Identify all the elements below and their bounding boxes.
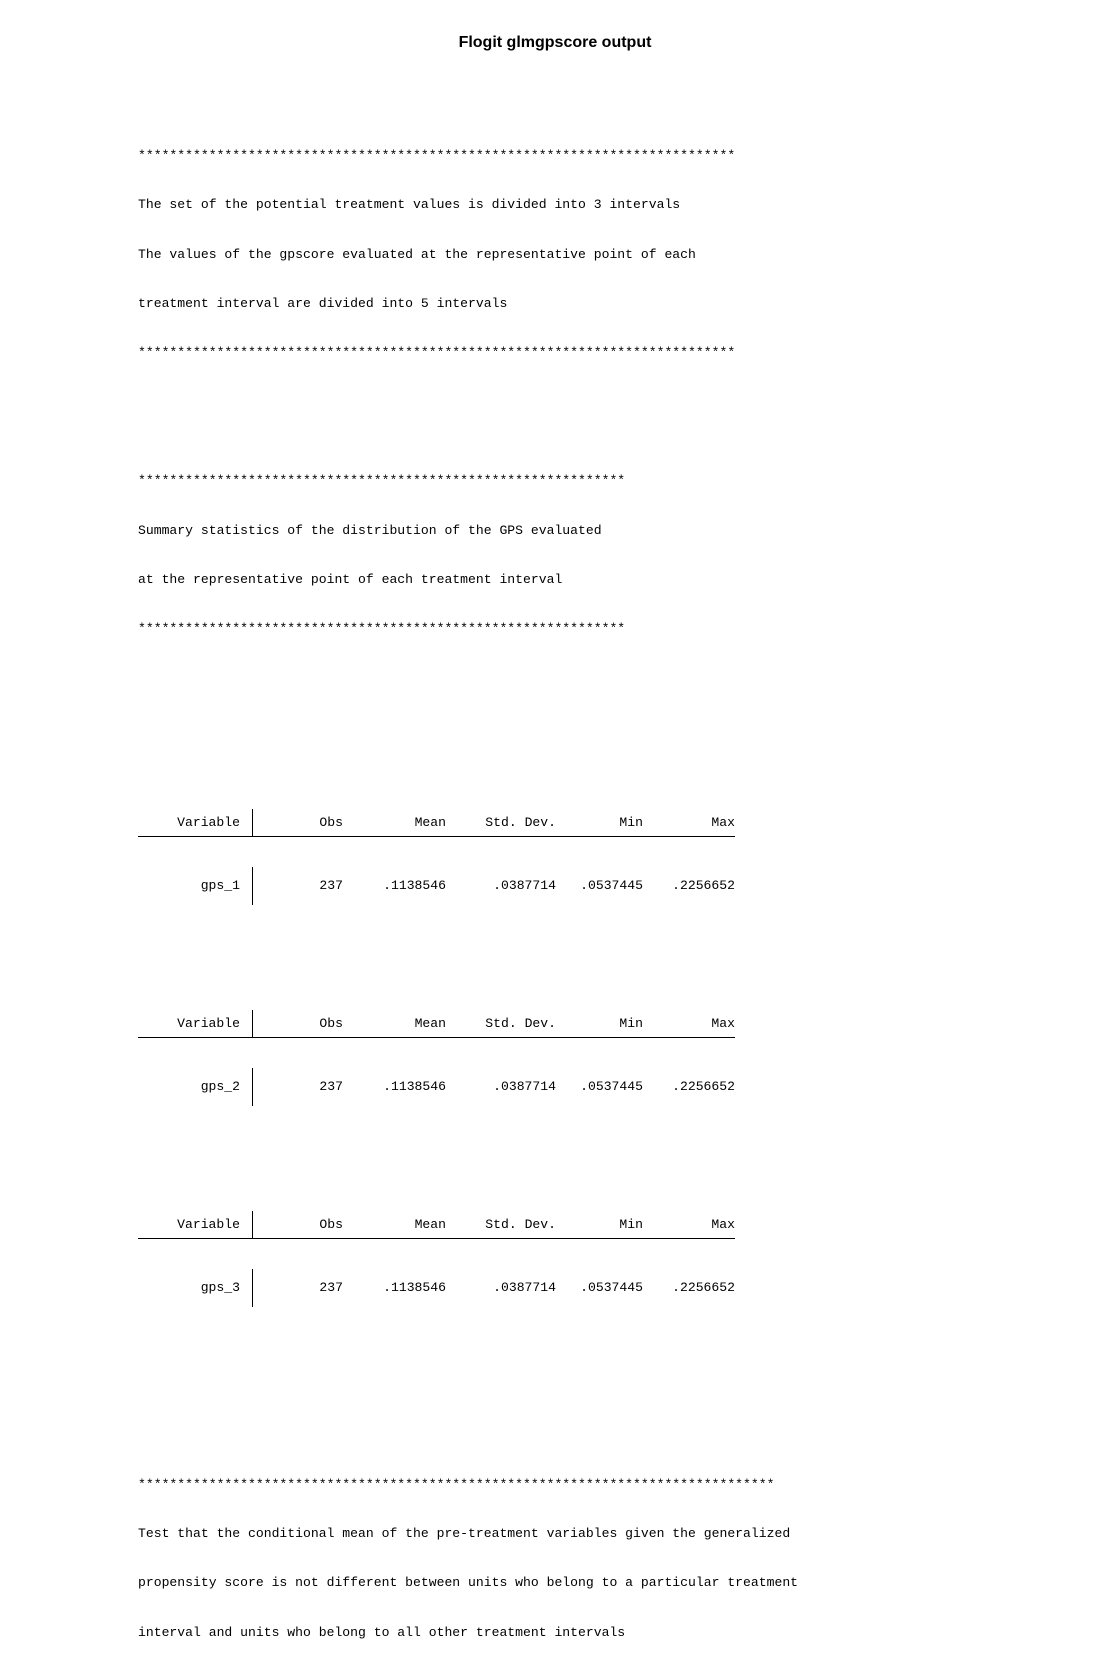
summary-block: [138, 980, 735, 1136]
header-mean: Mean: [414, 1216, 446, 1232]
header-min: Min: [619, 1216, 643, 1232]
table-row: [138, 1068, 735, 1106]
table-header-row: [138, 1010, 735, 1038]
header-mean: Mean: [414, 814, 446, 830]
header-variable: Variable: [138, 1010, 253, 1037]
output-line: Test that the conditional mean of the pre-treatment variables given the generalized: [138, 1525, 791, 1541]
cell-variable: gps_1: [138, 867, 253, 905]
cell-max: .2256652: [672, 1078, 735, 1094]
header-std-dev: Std. Dev.: [485, 1216, 556, 1232]
cell-max: .2256652: [672, 1279, 735, 1295]
header-min: Min: [619, 814, 643, 830]
table-header-row: [138, 809, 735, 837]
cell-min: .0537445: [580, 1078, 643, 1094]
header-obs: Obs: [319, 814, 343, 830]
table-row: [138, 1269, 735, 1307]
summary-table: [138, 749, 735, 1367]
header-max: Max: [711, 1216, 735, 1232]
cell-std-dev: .0387714: [493, 1279, 556, 1295]
header-max: Max: [711, 814, 735, 830]
separator-stars: ****************************************************************************: [138, 345, 736, 361]
output-line: interval and units who belong to all other treatment intervals: [138, 1624, 626, 1640]
table-row: [138, 867, 735, 905]
header-variable: Variable: [138, 1211, 253, 1238]
cell-obs: 237: [319, 1279, 343, 1295]
header-obs: Obs: [319, 1015, 343, 1031]
header-std-dev: Std. Dev.: [485, 1015, 556, 1031]
header-variable: Variable: [138, 809, 253, 836]
header-min: Min: [619, 1015, 643, 1031]
output-line: propensity score is not different between units who belong to a particular treatment: [138, 1575, 799, 1591]
slide-title: Flogit glmgpscore output: [458, 34, 652, 51]
output-line: The set of the potential treatment values is divided into 3 intervals: [138, 197, 681, 213]
separator-stars: *********************************************************************************: [138, 1476, 775, 1492]
cell-max: .2256652: [672, 877, 735, 893]
cell-obs: 237: [319, 1078, 343, 1094]
cell-std-dev: .0387714: [493, 877, 556, 893]
separator-stars: **************************************************************: [138, 473, 626, 489]
table-header-row: [138, 1211, 735, 1239]
cell-mean: .1138546: [383, 1078, 446, 1094]
output-line: treatment interval are divided into 5 intervals: [138, 295, 508, 311]
separator-stars: ****************************************************************************: [138, 148, 736, 163]
output-line: at the representative point of each treatment interval: [138, 572, 563, 588]
cell-min: .0537445: [580, 877, 643, 893]
cell-variable: gps_3: [138, 1269, 253, 1307]
cell-variable: gps_2: [138, 1068, 253, 1106]
cell-obs: 237: [319, 877, 343, 893]
cell-min: .0537445: [580, 1279, 643, 1295]
cell-mean: .1138546: [383, 1279, 446, 1295]
header-std-dev: Std. Dev.: [485, 814, 556, 830]
cell-std-dev: .0387714: [493, 1078, 556, 1094]
output-line: Summary statistics of the distribution of the GPS evaluated: [138, 522, 602, 538]
header-obs: Obs: [319, 1216, 343, 1232]
stata-output: [138, 116, 798, 1657]
separator-stars: **************************************************************: [138, 621, 626, 637]
output-line: The values of the gpscore evaluated at the representative point of each: [138, 246, 696, 262]
cell-mean: .1138546: [383, 877, 446, 893]
header-mean: Mean: [414, 1015, 446, 1031]
summary-block: [138, 779, 735, 935]
summary-block: [138, 1181, 735, 1337]
header-max: Max: [711, 1015, 735, 1031]
